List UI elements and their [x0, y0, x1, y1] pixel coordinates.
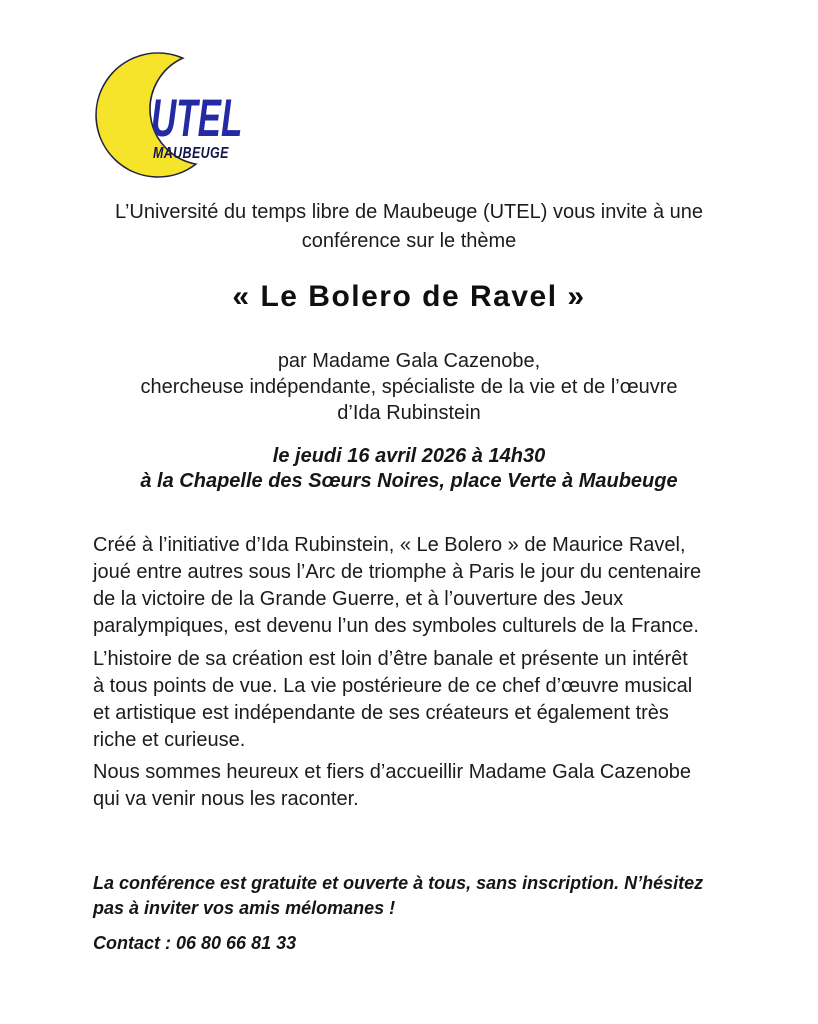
paragraph-line: riche et curieuse.	[93, 729, 246, 751]
paragraph-line: qui va venir nous les raconter.	[93, 788, 359, 810]
footer-note-line: La conférence est gratuite et ouverte à tous, sans inscription. N’hésitez	[93, 873, 704, 893]
event-place-line: à la Chapelle des Sœurs Noires, place Verte à Maubeuge	[140, 470, 678, 492]
paragraph-line: paralympiques, est devenu l’un des symboles culturels de la France.	[93, 615, 699, 637]
speaker-info	[0, 348, 818, 426]
paragraph-line: L’histoire de sa création est loin d’être banale et présente un intérêt	[93, 648, 688, 670]
intro-text	[0, 198, 818, 256]
intro-line: L’Université du temps libre de Maubeuge (UTEL) vous invite à une	[114, 201, 704, 223]
body-paragraph	[93, 646, 692, 754]
footer-note	[93, 871, 703, 921]
event-date-line: le jeudi 16 avril 2026 à 14h30	[272, 445, 546, 467]
footer-note-line: pas à inviter vos amis mélomanes !	[93, 898, 396, 918]
utel-logo	[94, 45, 246, 187]
logo-acronym: UTEL	[151, 87, 243, 148]
logo-city: MAUBEUGE	[153, 144, 229, 163]
paragraph-line: de la victoire de la Grande Guerre, et à l’ouverture des Jeux	[93, 588, 624, 610]
paragraph-line: à tous points de vue. La vie postérieure de ce chef d’œuvre musical	[93, 675, 693, 697]
paragraph-line: Créé à l’initiative d’Ida Rubinstein, « Le Bolero » de Maurice Ravel,	[93, 534, 686, 556]
intro-line: conférence sur le thème	[301, 230, 517, 252]
contact-info: Contact : 06 80 66 81 33	[93, 933, 297, 953]
speaker-line: d’Ida Rubinstein	[337, 402, 481, 424]
event-datetime-location	[0, 444, 818, 494]
paragraph-line: et artistique est indépendante de ses créateurs et également très	[93, 702, 669, 724]
body-paragraph	[93, 759, 691, 813]
body-paragraph	[93, 532, 701, 640]
paragraph-line: joué entre autres sous l’Arc de triomphe à Paris le jour du centenaire	[93, 561, 702, 583]
conference-title: « Le Bolero de Ravel »	[232, 280, 586, 313]
speaker-line: chercheuse indépendante, spécialiste de la vie et de l’œuvre	[140, 376, 678, 398]
speaker-line: par Madame Gala Cazenobe,	[277, 350, 541, 372]
paragraph-line: Nous sommes heureux et fiers d’accueillir Madame Gala Cazenobe	[93, 761, 692, 783]
utel-logo-graphic	[94, 45, 246, 187]
